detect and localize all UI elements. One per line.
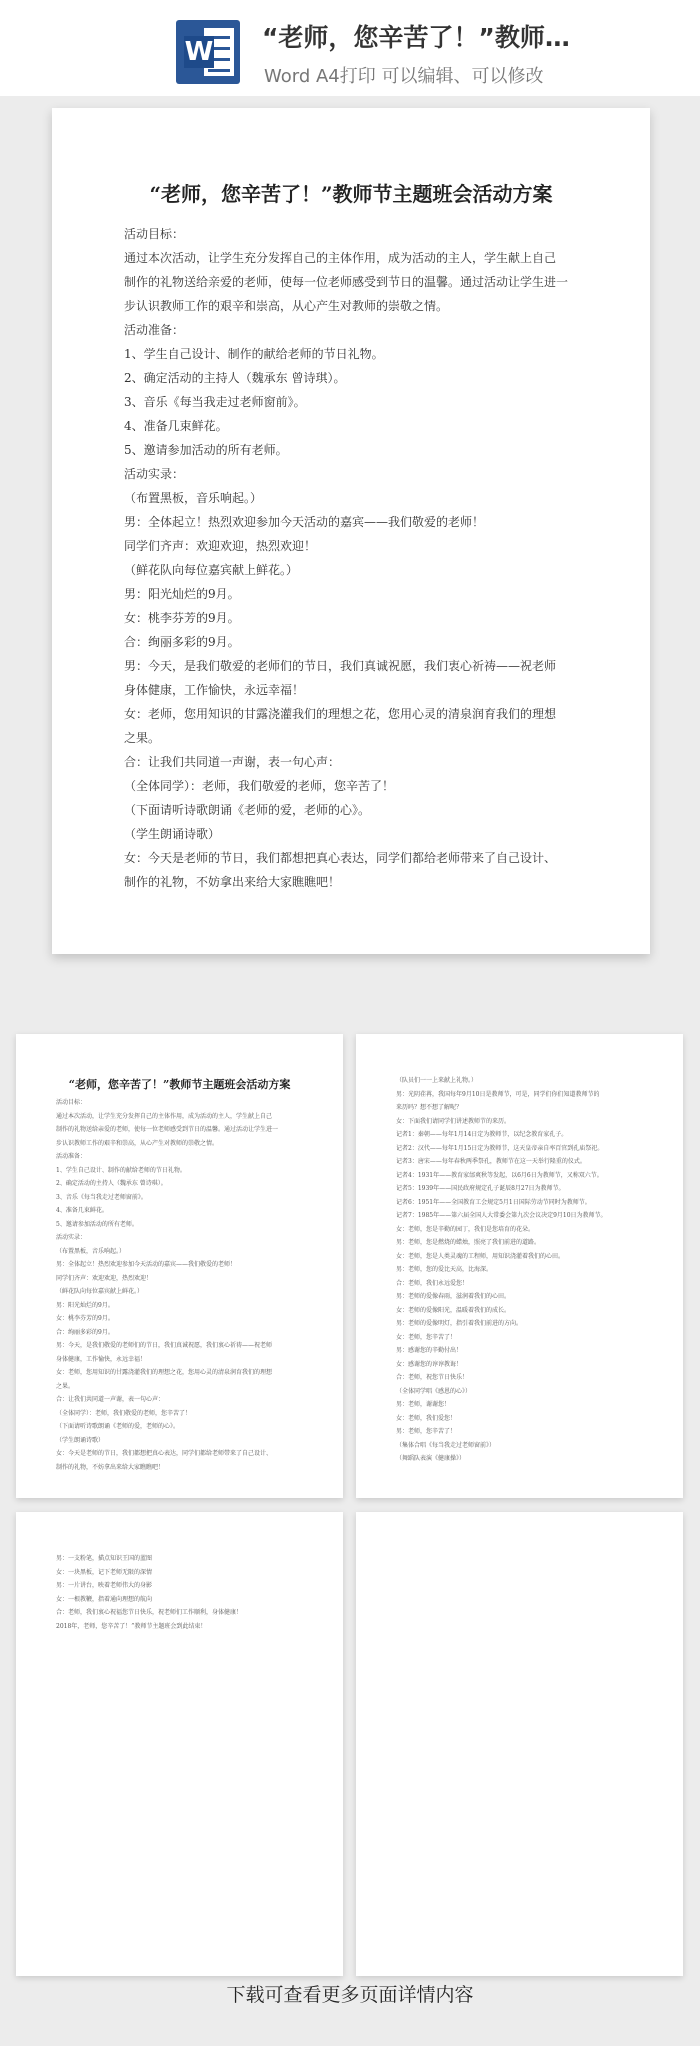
text-line: 女：老师，您用知识的甘露浇灌我们的理想之花，您用心灵的清泉润育我们的理想 — [56, 1369, 273, 1376]
header-banner — [0, 0, 700, 96]
text-line: 女：一根教鞭，指着通向理想的航向 — [56, 1595, 153, 1603]
text-line: 1、学生自己设计、制作的献给老师的节日礼物。 — [124, 347, 384, 361]
main-page-preview — [52, 108, 650, 954]
text-line: 通过本次活动，让学生充分发挥自己的主体作用，成为活动的主人，学生献上自己 — [124, 251, 557, 265]
text-line: 女：老师，您是辛勤的园丁，我们是您培育的花朵。 — [396, 1225, 535, 1233]
text-line: 男：老师，您的爱比天高，比海深。 — [396, 1266, 493, 1273]
word-document-icon: W — [176, 20, 240, 84]
page-thumbnail-4[interactable] — [356, 1512, 683, 1976]
text-line: 活动实录： — [124, 467, 185, 481]
text-line: （集体合唱《每当我走过老师窗前》） — [396, 1441, 496, 1449]
page-title: “老师，您辛苦了！”教师节主题班会活动方案 — [149, 182, 553, 206]
text-line: 女：桃李芬芳的9月。 — [124, 611, 240, 625]
text-line: 之果。 — [56, 1382, 75, 1390]
text-line: 女：下面我们请同学们讲述教师节的来历。 — [396, 1117, 511, 1125]
text-line: （学生朗诵诗歌） — [56, 1436, 105, 1444]
text-line: 男：老师，您是燃烧的蜡烛，照亮了我们前进的道路。 — [396, 1239, 541, 1246]
text-line: 步认识教师工作的艰辛和崇高，从心产生对教师的崇敬之情。 — [56, 1139, 219, 1147]
text-line: 步认识教师工作的艰辛和崇高，从心产生对教师的崇敬之情。 — [124, 299, 449, 313]
text-line: （学生朗诵诗歌） — [124, 827, 221, 841]
text-line: 女：老师的爱像阳光，温暖着我们的成长。 — [396, 1306, 511, 1314]
text-line: （鲜花队向每位嘉宾献上鲜花。） — [56, 1288, 144, 1295]
text-line: 记者7：1985年——第六届全国人大常委会第九次会议决定9月10日为教师节。 — [396, 1212, 607, 1219]
document-title: “老师，您辛苦了！”教师… — [262, 23, 570, 52]
text-line: 女：老师，您用知识的甘露浇灌我们的理想之花，您用心灵的清泉润育我们的理想 — [124, 707, 557, 721]
text-line: 合：让我们共同道一声谢，表一句心声： — [124, 755, 341, 769]
text-line: 男：阳光灿烂的9月。 — [56, 1301, 114, 1309]
text-line: 男：今天，是我们敬爱的老师们的节日，我们真诚祝愿，我们衷心祈祷——祝老师 — [56, 1342, 273, 1349]
text-line: 活动准备： — [56, 1153, 87, 1160]
text-line: 男：全体起立！热烈欢迎参加今天活动的嘉宾——我们敬爱的老师！ — [56, 1261, 237, 1268]
text-line: （队员们一一上来献上礼物。） — [396, 1077, 478, 1084]
text-line: 5、邀请参加活动的所有老师。 — [124, 443, 288, 457]
text-line: 3、音乐《每当我走过老师窗前》。 — [124, 395, 306, 409]
text-line: （下面请听诗歌朗诵《老师的爱，老师的心》。 — [124, 803, 371, 817]
text-line: 制作的礼物送给亲爱的老师，使每一位老师感受到节日的温馨。通过活动让学生进一 — [56, 1126, 279, 1133]
text-line: 女：老师，您辛苦了！ — [396, 1333, 457, 1341]
text-line: 记者1：秦朝——每年1月14日定为教师节，以纪念教育家孔子。 — [396, 1131, 568, 1138]
text-line: （布置黑板，音乐响起。） — [124, 491, 263, 505]
text-line: 活动实录： — [56, 1234, 87, 1241]
text-line: （布置黑板，音乐响起。） — [56, 1247, 126, 1255]
text-line: 合：老师，我们永远爱您！ — [396, 1279, 469, 1287]
text-line: 活动目标： — [56, 1099, 87, 1106]
text-line: （全体同学唱《感恩的心》） — [396, 1387, 472, 1395]
text-line: 合：让我们共同道一声谢，表一句心声： — [56, 1396, 165, 1403]
text-line: 记者6：1951年——全国教育工会规定5月1日国际劳动节同时为教师节。 — [396, 1198, 591, 1206]
text-line: 男：全体起立！热烈欢迎参加今天活动的嘉宾——我们敬爱的老师！ — [124, 515, 485, 529]
text-line: 同学们齐声：欢迎欢迎，热烈欢迎！ — [56, 1274, 153, 1282]
thumbnail-body — [56, 1096, 316, 1474]
text-line: 男：一片讲台，映着老师伟大的身影 — [56, 1582, 153, 1589]
text-line: 合：绚丽多彩的9月。 — [124, 635, 240, 649]
text-line: 女：今天是老师的节日，我们都想把真心表达，同学们都给老师带来了自己设计、 — [124, 851, 557, 865]
text-line: 2、确定活动的主持人（魏承东 曾诗琪）。 — [124, 371, 346, 385]
text-line: （全体同学）：老师，我们敬爱的老师，您辛苦了！ — [56, 1409, 192, 1417]
text-line: 合：老师，祝您节日快乐！ — [396, 1374, 469, 1381]
text-line: 5、邀请参加活动的所有老师。 — [56, 1220, 138, 1228]
text-line: （鲜花队向每位嘉宾献上鲜花。） — [124, 563, 299, 577]
text-line: 身体健康，工作愉快，永远幸福！ — [56, 1355, 147, 1363]
text-line: 男：老师，您辛苦了！ — [396, 1428, 457, 1435]
document-subtitle: Word A4打印 可以编辑、可以修改 — [264, 66, 544, 87]
text-line: 活动准备： — [124, 323, 185, 337]
thumbnail-body — [396, 1074, 656, 1466]
text-line: 男：一支粉笔，描点知识王国的蓝图 — [56, 1555, 153, 1562]
text-line: 男：老师，谢谢您！ — [396, 1401, 451, 1408]
text-line: 通过本次活动，让学生充分发挥自己的主体作用，成为活动的主人，学生献上自己 — [56, 1112, 273, 1120]
page-thumbnail-3[interactable] — [16, 1512, 343, 1976]
text-line: 活动目标： — [124, 227, 185, 241]
text-line: 3、音乐《每当我走过老师窗前》。 — [56, 1193, 147, 1201]
text-line: 男：老师的爱像春雨，滋润着我们的心田。 — [396, 1293, 511, 1300]
text-line: 男：感谢您的辛勤付出！ — [396, 1347, 463, 1354]
text-line: 4、准备几束鲜花。 — [56, 1207, 108, 1214]
text-line: 制作的礼物，不妨拿出来给大家瞧瞧吧！ — [56, 1463, 165, 1471]
text-line: 同学们齐声：欢迎欢迎，热烈欢迎！ — [124, 539, 317, 553]
text-line: 男：阳光灿烂的9月。 — [124, 587, 240, 601]
text-line: 记者5：1939年——国民政府规定孔子诞辰8月27日为教师节。 — [396, 1185, 565, 1192]
text-line: 之果。 — [124, 731, 161, 745]
text-line: 制作的礼物送给亲爱的老师，使每一位老师感受到节日的温馨。通过活动让学生进一 — [124, 275, 569, 289]
text-line: 记者4：1931年——教育家邰爽秋等发起，以6月6日为教师节，又称双六节。 — [396, 1171, 603, 1179]
page-body — [124, 222, 584, 894]
text-line: 来历吗？想不想了解呢？ — [396, 1104, 463, 1111]
text-line: 合：老师，我们衷心祝福您节日快乐，祝老师们工作顺利，身体健康！ — [56, 1609, 243, 1616]
text-line: 4、准备几束鲜花。 — [124, 419, 228, 433]
text-line: 女：老师，我们爱您！ — [396, 1414, 457, 1422]
text-line: 1、学生自己设计、制作的献给老师的节日礼物。 — [56, 1166, 186, 1174]
text-line: （全体同学）：老师，我们敬爱的老师，您辛苦了！ — [124, 779, 395, 793]
text-line: 制作的礼物，不妨拿出来给大家瞧瞧吧！ — [124, 875, 341, 889]
text-line: 记者2：汉代——每年1月15日定为教师节，这天皇帝亲自率百官到孔庙祭祀。 — [396, 1144, 604, 1152]
thumbnail-title: “老师，您辛苦了！”教师节主题班会活动方案 — [68, 1078, 291, 1091]
text-line: 男：今天，是我们敬爱的老师们的节日，我们真诚祝愿，我们衷心祈祷——祝老师 — [124, 659, 557, 673]
more-pages-hint[interactable]: 下载可查看更多页面详情内容 — [226, 1984, 474, 2006]
text-line: 2、确定活动的主持人（魏承东 曾诗琪）。 — [56, 1180, 167, 1187]
page-thumbnail-1[interactable] — [16, 1034, 343, 1498]
text-line: 女：今天是老师的节日，我们都想把真心表达，同学们都给老师带来了自己设计、 — [56, 1450, 273, 1457]
page-thumbnail-2[interactable] — [356, 1034, 683, 1498]
text-line: 记者3：唐宋——每年春秋两季祭孔，教师节在这一天举行隆重的仪式。 — [396, 1158, 586, 1165]
text-line: 男：老师的爱像明灯，指引着我们前进的方向。 — [396, 1320, 523, 1327]
text-line: 合：绚丽多彩的9月。 — [56, 1328, 114, 1336]
thumbnail-body — [56, 1552, 316, 1633]
text-line: 女：一块黑板，记下老师无限的深情 — [56, 1568, 153, 1576]
text-line: （下面请听诗歌朗诵《老师的爱，老师的心》。 — [56, 1423, 180, 1430]
text-line: 身体健康，工作愉快，永远幸福！ — [124, 683, 305, 697]
text-line: 男：光阴荏苒，我国每年9月10日是教师节，可是，同学们你们知道教师节的 — [396, 1090, 600, 1098]
text-line: 2018年，老师，您辛苦了！”教师节主题班会到此结束！ — [56, 1622, 207, 1630]
text-line: 女：感谢您的谆谆教诲！ — [396, 1360, 463, 1368]
text-line: 女：老师，您是人类灵魂的工程师，用知识浇灌着我们的心田。 — [396, 1252, 565, 1260]
text-line: 女：桃李芬芳的9月。 — [56, 1315, 114, 1322]
text-line: （舞蹈队表演《健康操》） — [396, 1455, 466, 1462]
